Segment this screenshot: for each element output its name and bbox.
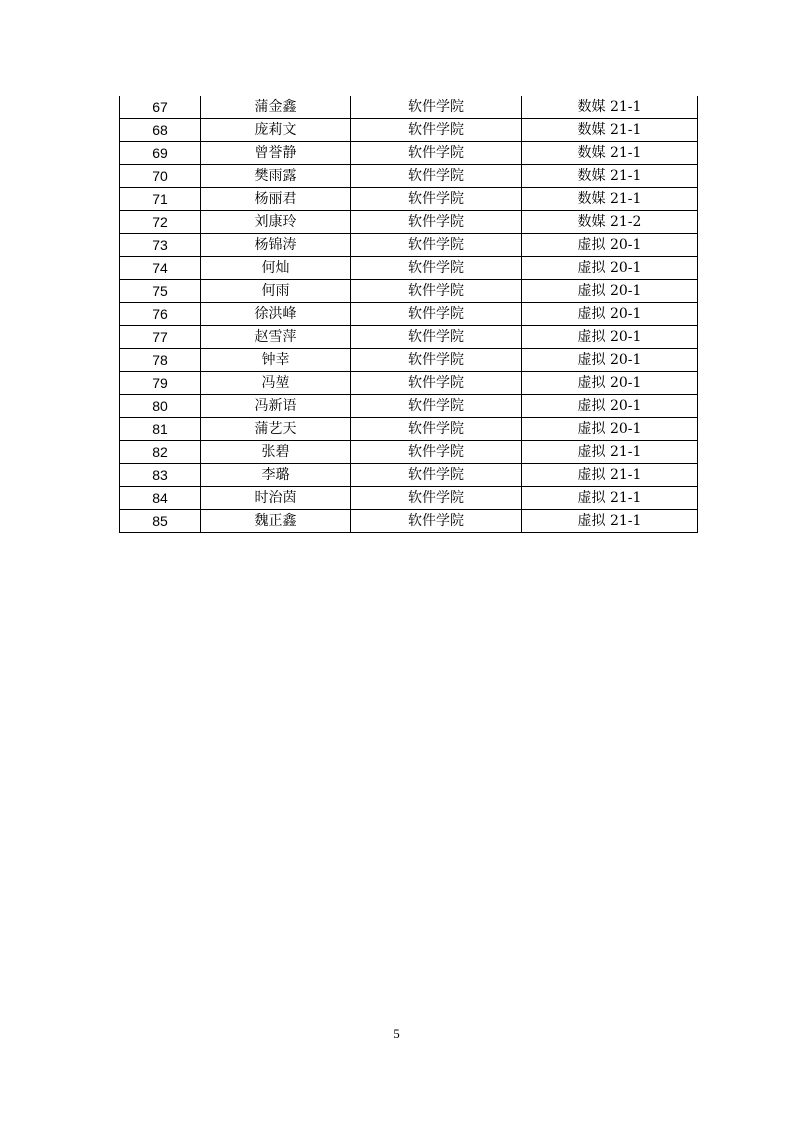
row-number-cell: 85 <box>120 510 201 533</box>
student-name-cell: 蒲金鑫 <box>201 96 351 119</box>
table-row <box>120 441 698 464</box>
student-name-cell: 刘康玲 <box>201 211 351 234</box>
college-cell: 软件学院 <box>351 142 522 165</box>
table-row <box>120 119 698 142</box>
row-number-cell: 82 <box>120 441 201 464</box>
student-name-cell: 赵雪萍 <box>201 326 351 349</box>
class-cell: 虚拟 21-1 <box>522 510 698 533</box>
row-number-cell: 75 <box>120 280 201 303</box>
student-name-cell: 李璐 <box>201 464 351 487</box>
student-name-cell: 樊雨露 <box>201 165 351 188</box>
student-name-cell: 蒲艺天 <box>201 418 351 441</box>
class-cell: 虚拟 20-1 <box>522 303 698 326</box>
row-number-cell: 81 <box>120 418 201 441</box>
class-cell: 虚拟 20-1 <box>522 349 698 372</box>
student-name-cell: 何灿 <box>201 257 351 280</box>
college-cell: 软件学院 <box>351 96 522 119</box>
class-cell: 虚拟 20-1 <box>522 257 698 280</box>
row-number-cell: 73 <box>120 234 201 257</box>
row-number-cell: 76 <box>120 303 201 326</box>
college-cell: 软件学院 <box>351 211 522 234</box>
student-name-cell: 时治茵 <box>201 487 351 510</box>
table-row <box>120 464 698 487</box>
college-cell: 软件学院 <box>351 349 522 372</box>
table-row <box>120 257 698 280</box>
student-roster-table <box>119 96 698 533</box>
class-cell: 虚拟 21-1 <box>522 464 698 487</box>
row-number-cell: 72 <box>120 211 201 234</box>
table-row <box>120 372 698 395</box>
table-row <box>120 188 698 211</box>
college-cell: 软件学院 <box>351 119 522 142</box>
row-number-cell: 77 <box>120 326 201 349</box>
student-name-cell: 魏正鑫 <box>201 510 351 533</box>
class-cell: 虚拟 21-1 <box>522 487 698 510</box>
class-cell: 虚拟 21-1 <box>522 441 698 464</box>
student-name-cell: 徐洪峰 <box>201 303 351 326</box>
student-name-cell: 张碧 <box>201 441 351 464</box>
class-cell: 数媒 21-2 <box>522 211 698 234</box>
roster-body <box>120 96 698 533</box>
college-cell: 软件学院 <box>351 372 522 395</box>
college-cell: 软件学院 <box>351 510 522 533</box>
table-row <box>120 303 698 326</box>
table-row <box>120 349 698 372</box>
table-row <box>120 510 698 533</box>
class-cell: 虚拟 20-1 <box>522 234 698 257</box>
row-number-cell: 80 <box>120 395 201 418</box>
college-cell: 软件学院 <box>351 441 522 464</box>
row-number-cell: 70 <box>120 165 201 188</box>
table-row <box>120 142 698 165</box>
row-number-cell: 67 <box>120 96 201 119</box>
college-cell: 软件学院 <box>351 280 522 303</box>
class-cell: 数媒 21-1 <box>522 96 698 119</box>
table-row <box>120 395 698 418</box>
college-cell: 软件学院 <box>351 326 522 349</box>
table-row <box>120 487 698 510</box>
college-cell: 软件学院 <box>351 165 522 188</box>
college-cell: 软件学院 <box>351 418 522 441</box>
table-row <box>120 326 698 349</box>
college-cell: 软件学院 <box>351 188 522 211</box>
college-cell: 软件学院 <box>351 303 522 326</box>
row-number-cell: 78 <box>120 349 201 372</box>
class-cell: 数媒 21-1 <box>522 119 698 142</box>
table-row <box>120 165 698 188</box>
college-cell: 软件学院 <box>351 464 522 487</box>
row-number-cell: 83 <box>120 464 201 487</box>
class-cell: 数媒 21-1 <box>522 142 698 165</box>
student-name-cell: 曾誉静 <box>201 142 351 165</box>
college-cell: 软件学院 <box>351 487 522 510</box>
page-number: 5 <box>393 1026 400 1041</box>
row-number-cell: 74 <box>120 257 201 280</box>
table-row <box>120 280 698 303</box>
class-cell: 虚拟 20-1 <box>522 280 698 303</box>
row-number-cell: 68 <box>120 119 201 142</box>
student-name-cell: 杨丽君 <box>201 188 351 211</box>
row-number-cell: 84 <box>120 487 201 510</box>
row-number-cell: 79 <box>120 372 201 395</box>
class-cell: 虚拟 20-1 <box>522 372 698 395</box>
table-row <box>120 234 698 257</box>
student-name-cell: 冯堃 <box>201 372 351 395</box>
table-row <box>120 96 698 119</box>
class-cell: 虚拟 20-1 <box>522 326 698 349</box>
class-cell: 数媒 21-1 <box>522 188 698 211</box>
college-cell: 软件学院 <box>351 257 522 280</box>
college-cell: 软件学院 <box>351 234 522 257</box>
college-cell: 软件学院 <box>351 395 522 418</box>
row-number-cell: 71 <box>120 188 201 211</box>
table-row <box>120 418 698 441</box>
student-name-cell: 杨锦涛 <box>201 234 351 257</box>
class-cell: 数媒 21-1 <box>522 165 698 188</box>
student-name-cell: 何雨 <box>201 280 351 303</box>
class-cell: 虚拟 20-1 <box>522 395 698 418</box>
student-name-cell: 冯新语 <box>201 395 351 418</box>
class-cell: 虚拟 20-1 <box>522 418 698 441</box>
row-number-cell: 69 <box>120 142 201 165</box>
student-name-cell: 庞莉文 <box>201 119 351 142</box>
student-name-cell: 钟幸 <box>201 349 351 372</box>
table-row <box>120 211 698 234</box>
